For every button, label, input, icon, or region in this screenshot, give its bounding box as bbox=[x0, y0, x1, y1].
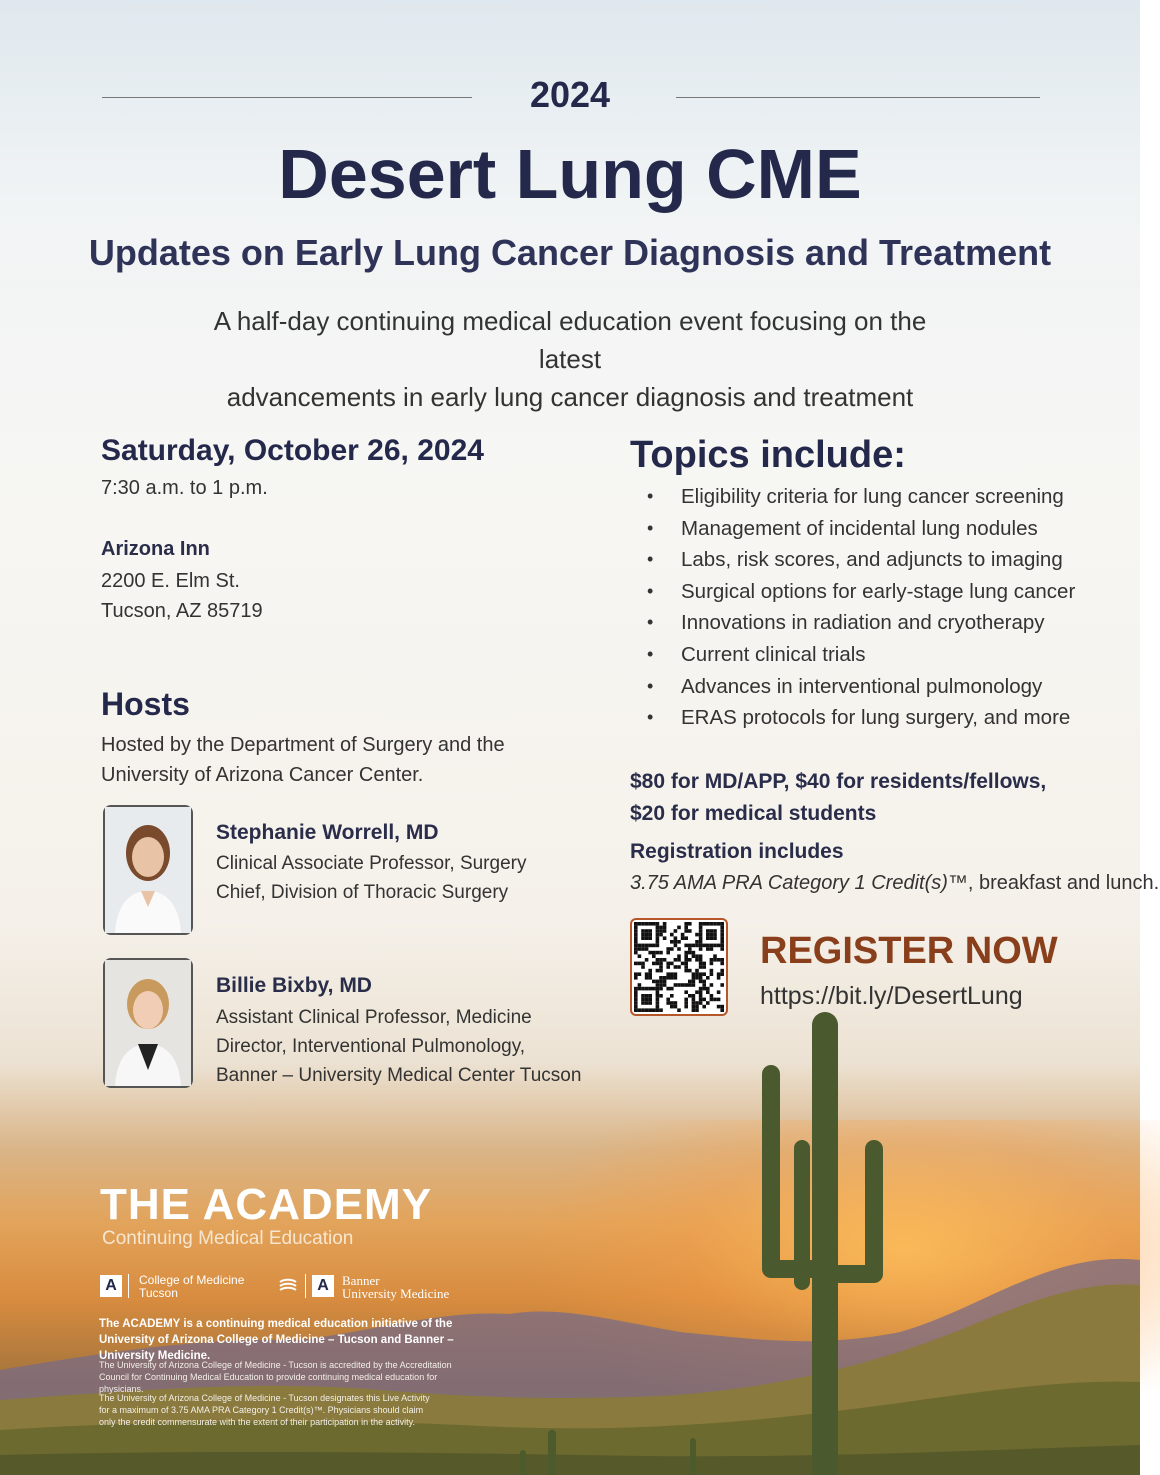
topics-heading: Topics include: bbox=[630, 434, 906, 476]
host-title-line: Clinical Associate Professor, Surgery bbox=[216, 853, 527, 874]
venue-address-line: 2200 E. Elm St. bbox=[101, 570, 240, 592]
host-title-line: Director, Interventional Pulmonology, bbox=[216, 1036, 526, 1057]
logo-divider bbox=[128, 1274, 129, 1298]
venue-address-line: Tucson, AZ 85719 bbox=[101, 600, 263, 622]
event-time: 7:30 a.m. to 1 p.m. bbox=[101, 477, 268, 499]
host-photo-worrell bbox=[103, 805, 193, 935]
host-name: Stephanie Worrell, MD bbox=[216, 821, 439, 844]
arizona-a-logo-icon: A bbox=[312, 1275, 334, 1297]
banner-university-logo bbox=[342, 1274, 449, 1300]
person-portrait-icon bbox=[105, 960, 191, 1086]
logo-text-line: College of Medicine bbox=[139, 1273, 245, 1287]
hosts-description bbox=[101, 730, 541, 790]
logo-text-line: University Medicine bbox=[342, 1286, 450, 1301]
list-item: • Current clinical trials bbox=[647, 639, 1107, 671]
register-link[interactable]: https://bit.ly/DesertLung bbox=[760, 982, 1023, 1010]
logo-text-line: Banner bbox=[342, 1273, 380, 1288]
register-now-button[interactable]: REGISTER NOW bbox=[760, 930, 1058, 972]
registration-includes bbox=[630, 872, 1159, 895]
qr-code-icon bbox=[634, 922, 724, 1012]
person-portrait-icon bbox=[105, 807, 191, 933]
qr-code[interactable] bbox=[630, 918, 728, 1016]
event-date: Saturday, October 26, 2024 bbox=[101, 434, 484, 467]
registration-credit: 3.75 AMA PRA Category 1 Credit(s)™ bbox=[630, 872, 968, 894]
pricing-line: $80 for MD/APP, $40 for residents/fellows, bbox=[630, 770, 1047, 793]
list-item: • Advances in interventional pulmonology bbox=[647, 671, 1107, 703]
hosts-description-line: Hosted by the Department of Surgery and the bbox=[101, 734, 505, 756]
registration-rest: , breakfast and lunch. bbox=[967, 872, 1160, 894]
list-item: • Surgical options for early-stage lung cancer bbox=[647, 576, 1107, 608]
page-subtitle: Updates on Early Lung Cancer Diagnosis and Treatment bbox=[88, 232, 1052, 273]
host-title-line: Assistant Clinical Professor, Medicine bbox=[216, 1007, 532, 1028]
hosts-description-line: University of Arizona Cancer Center. bbox=[101, 764, 424, 786]
host-name: Billie Bixby, MD bbox=[216, 974, 372, 997]
event-year: 2024 bbox=[529, 74, 611, 115]
list-item: • Eligibility criteria for lung cancer screening bbox=[647, 481, 1107, 513]
credit-designation-text: The University of Arizona College of Medicine - Tucson designates this Live Activity for a maximum of 3.75 AMA PRA Category 1 Credit(s)™. Physicians should claim only the credit commensurate with the extent of their participation in the activity. bbox=[99, 1393, 430, 1427]
logo-text-line: Tucson bbox=[139, 1286, 178, 1300]
host-title-line: Banner – University Medical Center Tucson bbox=[216, 1065, 582, 1086]
list-item: • ERAS protocols for lung surgery, and more bbox=[647, 702, 1107, 734]
academy-logo: THE ACADEMY bbox=[100, 1180, 433, 1229]
college-of-medicine-logo bbox=[139, 1274, 244, 1300]
academy-initiative-text: The ACADEMY is a continuing medical education initiative of the University of Arizona College of Medicine – Tucson and Banner – University Medicine. bbox=[99, 1318, 454, 1362]
accreditation-text: The University of Arizona College of Medicine - Tucson is accredited by the Accreditation Council for Continuing Medical Education to provide continuing medical education for physicians. bbox=[99, 1360, 452, 1394]
hosts-heading: Hosts bbox=[101, 686, 190, 722]
logo-divider bbox=[305, 1274, 306, 1298]
list-item: • Innovations in radiation and cryotherapy bbox=[647, 607, 1107, 639]
academy-subtitle: Continuing Medical Education bbox=[102, 1228, 354, 1249]
page-title: Desert Lung CME bbox=[278, 135, 862, 213]
list-item: • Labs, risk scores, and adjuncts to imaging bbox=[647, 544, 1107, 576]
list-item: • Management of incidental lung nodules bbox=[647, 513, 1107, 545]
banner-logo-icon bbox=[278, 1276, 298, 1296]
host-photo-bixby bbox=[103, 958, 193, 1088]
topics-list bbox=[647, 481, 1107, 734]
arizona-a-logo-icon: A bbox=[100, 1275, 122, 1297]
venue-name: Arizona Inn bbox=[101, 538, 210, 560]
intro-line: A half-day continuing medical education event focusing on the latest bbox=[213, 306, 927, 374]
host-title-line: Chief, Division of Thoracic Surgery bbox=[216, 882, 509, 903]
intro-text bbox=[180, 302, 960, 416]
pricing-line: $20 for medical students bbox=[630, 802, 877, 825]
intro-line: advancements in early lung cancer diagnosis and treatment bbox=[226, 382, 914, 412]
registration-heading: Registration includes bbox=[630, 840, 844, 863]
